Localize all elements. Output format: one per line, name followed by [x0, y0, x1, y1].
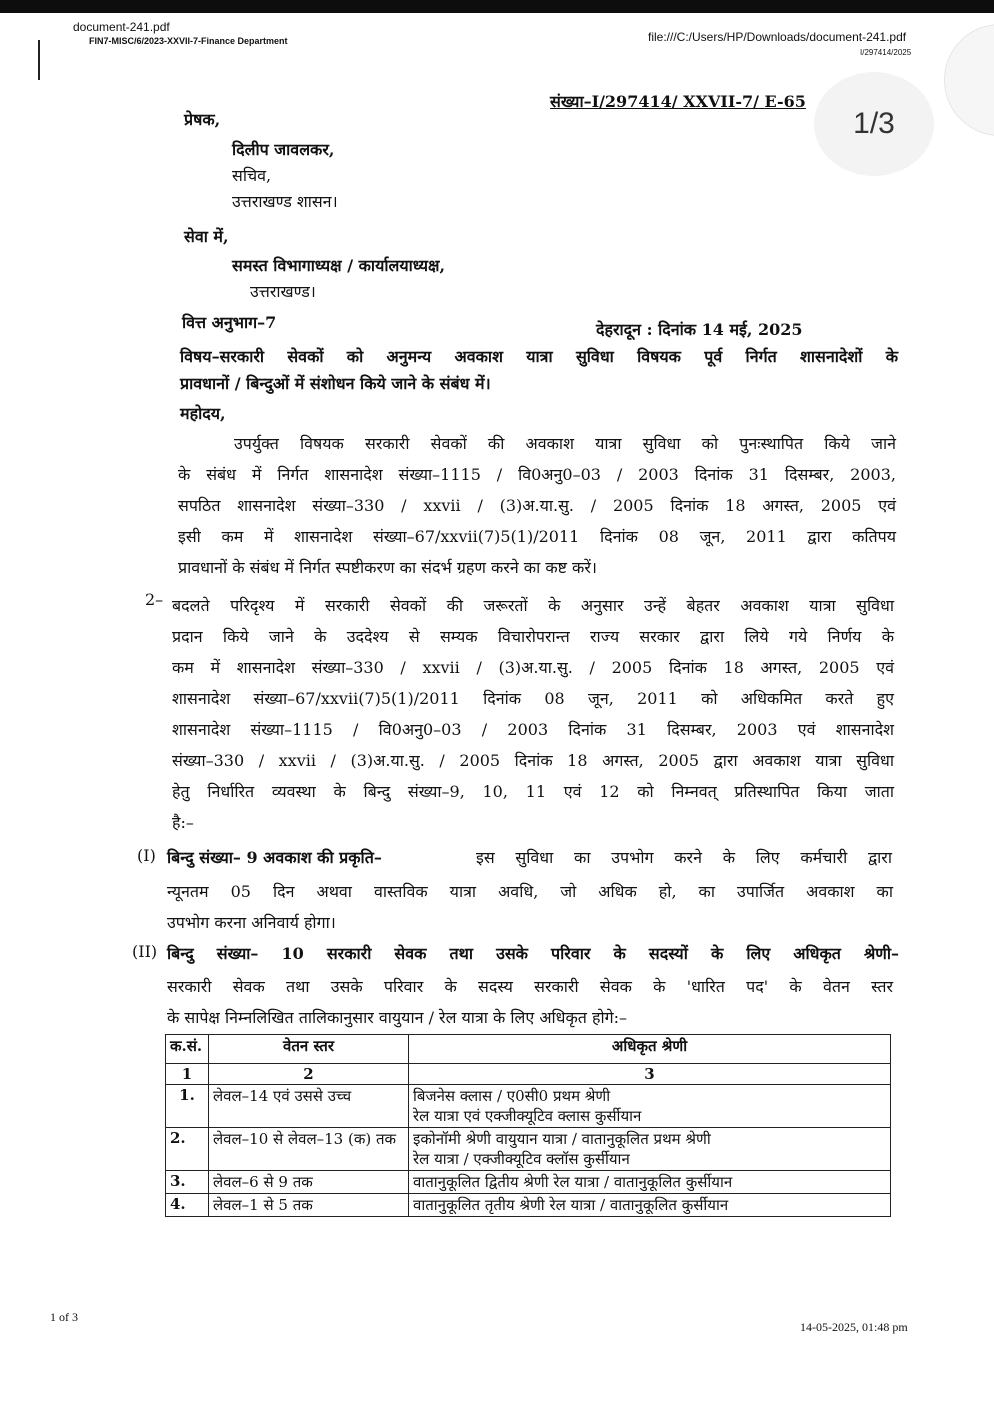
- to-recipients: समस्त विभागाध्यक्ष / कार्यालयाध्यक्ष,: [232, 256, 446, 275]
- paragraph-2: [172, 590, 894, 838]
- subject-line-2: प्रावधानों / बिन्दुओं में संशोधन किये जाने के संबंध में।: [180, 374, 491, 393]
- paragraph-1-line: इसी कम में शासनादेश संख्या–67/xxvii(7)5(1)/2011 दिनांक 08 जून, 2011 द्वारा कतिपय: [178, 527, 896, 546]
- table-cell-pay-level: लेवल–1 से 5 तक: [209, 1194, 409, 1217]
- paragraph-1-line: प्रावधानों के संबंध में निर्गत स्पष्टीकरण का संदर्भ ग्रहण करने का कष्ट करें।: [178, 558, 597, 577]
- print-header-url: file:///C:/Users/HP/Downloads/document-241.pdf: [648, 30, 907, 44]
- point-1-line: इस सुविधा का उपभोग करने के लिए कर्मचारी द्वारा: [476, 848, 892, 867]
- point-2-marker: (II): [132, 942, 158, 961]
- table-header-row: [166, 1035, 891, 1064]
- point-1-marker: (I): [137, 846, 156, 865]
- table-col-number: 2: [209, 1064, 409, 1085]
- table-header-pay-level: वेतन स्तर: [209, 1035, 409, 1064]
- travel-class-table: [165, 1034, 891, 1217]
- table-header-sn: क.सं.: [166, 1035, 209, 1064]
- overlay-button[interactable]: [944, 24, 994, 136]
- table-col-number: 3: [409, 1064, 891, 1085]
- table-cell-category-line: बिजनेस क्लास / ए0सी0 प्रथम श्रेणी: [413, 1087, 611, 1105]
- paragraph-2-line: कम में शासनादेश संख्या–330 / xxvii / (3)अ.या.सु. / 2005 दिनांक 18 अगस्त, 2005 एवं: [172, 658, 894, 677]
- paragraph-2-line: है:–: [172, 813, 194, 832]
- table-cell-category: [409, 1128, 891, 1171]
- table-row: [166, 1085, 891, 1128]
- table-cell-pay-level: लेवल–10 से लेवल–13 (क) तक: [209, 1128, 409, 1171]
- table-cell-category: वातानुकूलित तृतीय श्रेणी रेल यात्रा / वातानुकूलित कुर्सीयान: [409, 1194, 891, 1217]
- paragraph-2-number: 2–: [145, 590, 164, 609]
- page-footer-count: 1 of 3: [50, 1310, 78, 1324]
- table-cell-category: [409, 1085, 891, 1128]
- table-cell-pay-level: लेवल–6 से 9 तक: [209, 1171, 409, 1194]
- table-cell-sn: 2.: [166, 1128, 209, 1171]
- paragraph-1: [178, 428, 896, 583]
- table-cell-category-line: इकोनॉमी श्रेणी वायुयान यात्रा / वातानुकूलित प्रथम श्रेणी: [413, 1130, 711, 1148]
- to-heading: सेवा में,: [184, 227, 229, 246]
- sender-heading: प्रेषक,: [184, 110, 221, 129]
- table-cell-category: वातानुकूलित द्वितीय श्रेणी रेल यात्रा / वातानुकूलित कुर्सीयान: [409, 1171, 891, 1194]
- table-cell-category-line: रेल यात्रा एवं एक्जीक्यूटिव क्लास कुर्सीयान: [413, 1107, 642, 1125]
- salutation: महोदय,: [180, 404, 226, 423]
- sender-name: दिलीप जावलकर,: [232, 140, 335, 159]
- page-indicator: 1/3: [814, 72, 934, 176]
- table-column-number-row: [166, 1064, 891, 1085]
- subject-line-1: विषय–सरकारी सेवकों को अनुमन्य अवकाश यात्रा सुविधा विषयक पूर्व निर्गत शासनादेशों के: [180, 347, 898, 366]
- point-2-line: के सापेक्ष निम्नलिखित तालिकानुसार वायुयान / रेल यात्रा के लिए अधिकृत होगे:–: [167, 1008, 628, 1027]
- paragraph-2-line: बदलते परिदृश्य में सरकारी सेवकों की जरूरतों के अनुसार उन्हें बेहतर अवकाश यात्रा सुविधा: [172, 596, 894, 615]
- paragraph-1-line: उपर्युक्त विषयक सरकारी सेवकों की अवकाश यात्रा सुविधा को पुनःस्थापित किये जाने: [234, 434, 896, 453]
- sender-org: उत्तराखण्ड शासन।: [232, 192, 338, 211]
- point-1-heading: बिन्दु संख्या– 9 अवकाश की प्रकृति–: [167, 848, 382, 867]
- print-header-filename: document-241.pdf: [73, 20, 170, 34]
- table-cell-sn: 3.: [166, 1171, 209, 1194]
- table-cell-category-line: रेल यात्रा / एक्जीक्यूटिव क्लॉस कुर्सीयान: [413, 1150, 630, 1168]
- point-2-heading: बिन्दु संख्या– 10 सरकारी सेवक तथा उसके परिवार के सदस्यों के लिए अधिकृत श्रेणी–: [167, 944, 899, 963]
- paragraph-1-line: सपठित शासनादेश संख्या–330 / xxvii / (3)अ.या.सु. / 2005 दिनांक 18 अगस्त, 2005 एवं: [178, 496, 896, 515]
- text-cursor: [38, 40, 40, 80]
- table-row: [166, 1128, 891, 1171]
- table-col-number: 1: [166, 1064, 209, 1085]
- table-cell-sn: 1.: [166, 1085, 209, 1128]
- table-cell-pay-level: लेवल–14 एवं उससे उच्च: [209, 1085, 409, 1128]
- table-row: [166, 1171, 891, 1194]
- top-status-bar: [0, 0, 994, 13]
- page-footer-timestamp: 14-05-2025, 01:48 pm: [800, 1320, 908, 1334]
- point-1-line: न्यूनतम 05 दिन अथवा वास्तविक यात्रा अवधि, जो अधिक हो, का उपार्जित अवकाश का: [167, 882, 893, 901]
- paragraph-2-line: शासनादेश संख्या–67/xxvii(7)5(1)/2011 दिनांक 08 जून, 2011 को अधिकमित करते हुए: [172, 689, 894, 708]
- paragraph-2-line: प्रदान किये जाने के उददेश्य से सम्यक विचारोपरान्त राज्य सरकार द्वारा लिये गये निर्णय के: [172, 627, 894, 646]
- paragraph-2-line: हेतु निर्धारित व्यवस्था के बिन्दु संख्या–9, 10, 11 एवं 12 को निम्नवत् प्रतिस्थापित किया जाता: [172, 782, 894, 801]
- point-2-line: सरकारी सेवक तथा उसके परिवार के सदस्य सरकारी सेवक के 'धारित पद' के वेतन स्तर: [167, 977, 893, 996]
- table-row: [166, 1194, 891, 1217]
- print-header-url-ref: I/297414/2025: [860, 48, 912, 57]
- table-cell-sn: 4.: [166, 1194, 209, 1217]
- point-1-line: उपभोग करना अनिवार्य होगा।: [167, 913, 336, 932]
- print-header-file-ref: FIN7-MISC/6/2023-XXVII-7-Finance Department: [89, 36, 288, 46]
- to-place: उत्तराखण्ड।: [250, 282, 316, 301]
- paragraph-1-line: के संबंध में निर्गत शासनादेश संख्या–1115 / वि0अनु0–03 / 2003 दिनांक 31 दिसम्बर, 2003,: [178, 465, 896, 484]
- table-header-category: अधिकृत श्रेणी: [409, 1035, 891, 1064]
- reference-number: संख्या–I/297414/ XXVII-7/ E-65: [550, 92, 806, 111]
- place-date: देहरादून : दिनांक 14 मई, 2025: [596, 320, 803, 339]
- point-1-body: [167, 876, 893, 938]
- sender-designation: सचिव,: [232, 166, 272, 185]
- point-2-body: [167, 971, 893, 1033]
- section-name: वित्त अनुभाग–7: [182, 313, 277, 332]
- paragraph-2-line: संख्या–330 / xxvii / (3)अ.या.सु. / 2005 दिनांक 18 अगस्त, 2005 द्वारा अवकाश यात्रा सुविधा: [172, 751, 894, 770]
- paragraph-2-line: शासनादेश संख्या–1115 / वि0अनु0–03 / 2003 दिनांक 31 दिसम्बर, 2003 एवं शासनादेश: [172, 720, 894, 739]
